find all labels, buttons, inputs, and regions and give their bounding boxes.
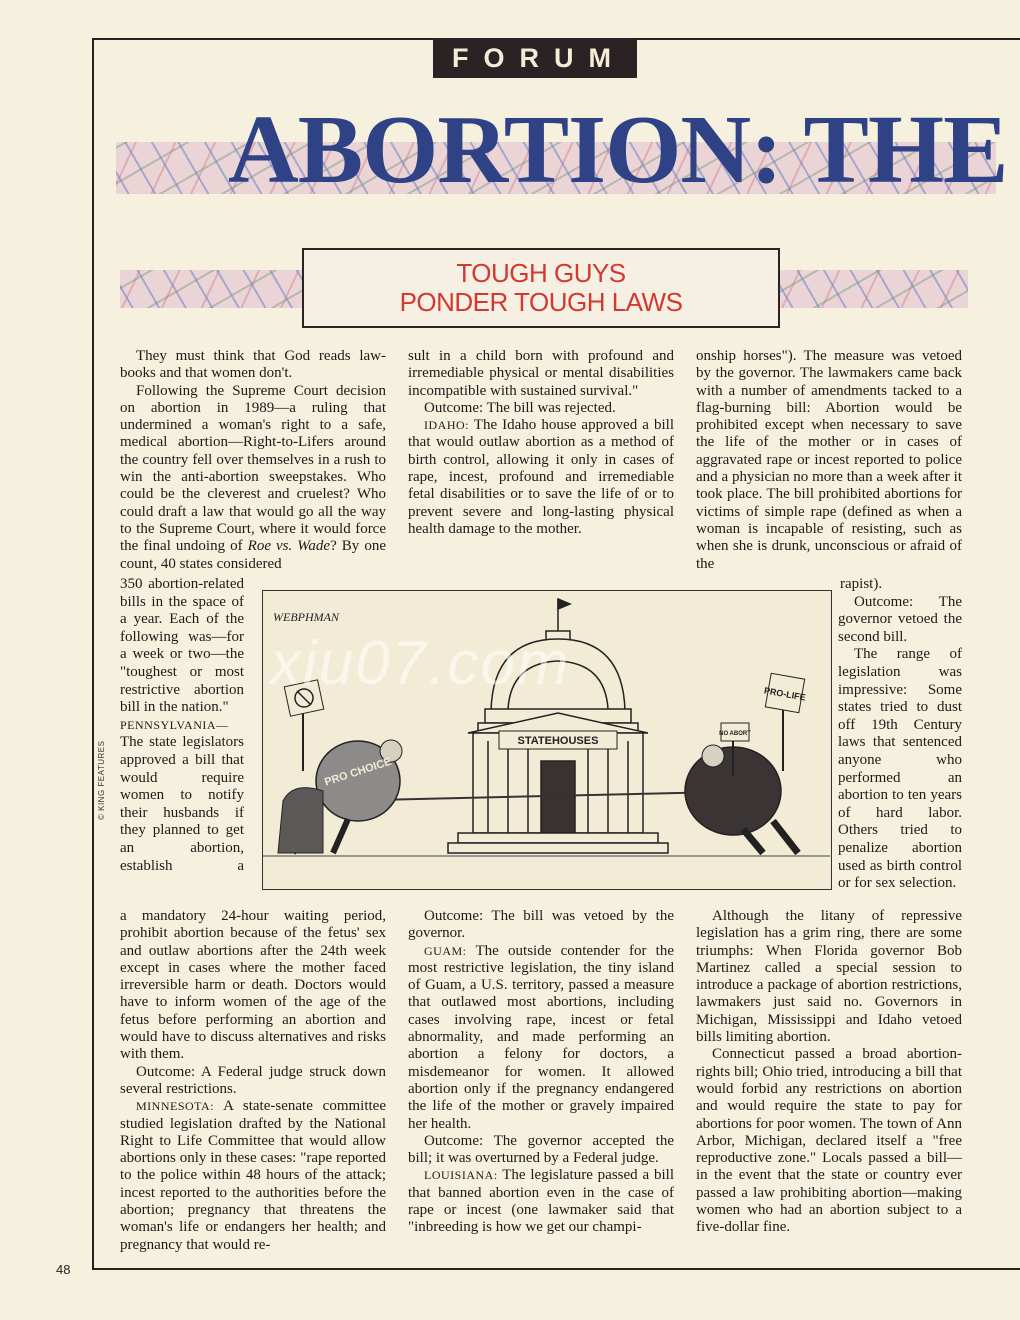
cartoon-drawing [263, 591, 830, 888]
paragraph-continued: a mandatory 24-hour waiting period, prohibit abortion because of the fetus' sex and outlaw abortions after the 24th week except in cases where the mother faced irreversible harm or death. Doctors would have to inform women of the age of the fetus before performing an abortion and would have to discuss alternatives and risks with them. [120, 908, 386, 1063]
paragraph: Outcome: A Federal judge struck down several restrictions. [120, 1063, 386, 1097]
paragraph: Outcome: The bill was vetoed by the governor. [408, 908, 674, 942]
cartoon-signature: WEBPHMAN [273, 610, 339, 624]
left-shirt-label: PRO CHOICE [323, 755, 394, 789]
state-name-minnesota: MINNESOTA: [136, 1099, 215, 1114]
editorial-cartoon [262, 590, 832, 890]
paragraph: Outcome: The bill was rejected. [424, 399, 616, 416]
paragraph [120, 383, 386, 573]
column-2-top [408, 348, 674, 538]
text-span: The outside contender for the most restrictive legislation, the tiny island of Guam, a U.S. territory, passed a measure that outlawed most abortions, including cases involving rape, incest or fetal abnormality, and made performing an abortion a felony for doctors, a misdemeanor for women. It allowed abortion only if the pregnancy endangered the life of the mother or gravely impaired her health. [408, 942, 674, 1132]
paragraph: sult in a child born with profound and irremediable physical or mental disabilities incompatible with sustained survival." [408, 348, 674, 399]
text-span: A state-senate committee studied legislation drafted by the National Right to Life Committee that would allow abortions only in these cases: "rape reported to the police within 48 hours of the attack; incest reported to the authorities before the abortion; pregnancy that threatens the woman's life or endangers her health; and pregnancy that would re- [120, 1098, 386, 1253]
text-span: The state legislators approved a bill that would require women to notify their husbands if they planned to get an abortion, establish a [120, 734, 244, 874]
column-3-top [696, 348, 962, 573]
paragraph [408, 417, 674, 538]
headline: ABORTION: THE [228, 96, 1008, 204]
paragraph: Connecticut passed a broad abortion-rights bill; Ohio tried, introducing a bill that would forbid any restrictions on abortion and would require the state to pay for abortions for poor women. The town of Ann Arbor, Michigan, declared itself a "free reproductive zone." Locals passed a bill—in the event that the state or country ever passed a law prohibiting abortion—making women who had an abortion subject to a five-dollar fine. [696, 1046, 962, 1236]
column-1-top [120, 348, 386, 573]
column-2-bottom [408, 908, 674, 1237]
right-small-sign-label: NO ABORT [719, 731, 751, 737]
text-span: Following the Supreme Court decision on abortion in 1989—a ruling that undermined a woman's right to a safe, medical abortion—Right-to-Lifers around the country fell over themselves in a rush to win the anti-abortion sweepstakes. Who could be the cleverest and cruelest? Who could draft a law that would go all the way to the Supreme Court, where it would force the final undoing of [120, 382, 386, 555]
paragraph: They must think that God reads law-books and that women don't. [120, 348, 386, 382]
watermark: xiu07.com [270, 629, 571, 698]
decorative-pattern-right [780, 270, 968, 308]
page-number: 48 [56, 1262, 71, 1277]
text-span: The Idaho house approved a bill that would outlaw abortion as a method of birth control, allowing it only in cases of rape, incest, profound and irremediable fetal disabilities or to save the life of or to prevent severe and long-lasting physical health damage to the mother. [408, 417, 674, 537]
paragraph: The range of legislation was impressive: Some states tried to dust off 19th Century laws that sentenced anyone who performed an abortion to ten years of hard labor. Others tried to penalize abortion used as birth control or for sex selection. [838, 646, 962, 892]
section-label: FORUM [433, 38, 637, 78]
state-name-idaho: IDAHO: [424, 418, 469, 433]
subhead-line-2: PONDER TOUGH LAWS [399, 287, 683, 317]
statehouse-label: STATEHOUSES [517, 735, 599, 747]
right-sign-label: PRO-LIFE [763, 685, 807, 703]
paragraph: Although the litany of repressive legislation has a grim ring, there are some triumphs: When Florida governor Bob Martinez called a special session to introduce a package of abortion restrictions, lawmakers just said no. Governors in Michigan, Mississippi and Idaho vetoed bills limiting abortion. [696, 908, 962, 1046]
paragraph [408, 943, 674, 1133]
subhead-line-1: TOUGH GUYS [456, 258, 626, 288]
text-span: The legislature passed a bill that banned abortion even in the case of rape or incest (one lawmaker said that "inbreeding is how we get our champi- [408, 1167, 674, 1236]
paragraph: onship horses"). The measure was vetoed by the governor. The lawmakers came back with a number of amendments tacked to a flag-burning bill: Abortion would be prohibited except when necessary to save the life of the mother or in cases of aggravated rape or incest reported to police and a physician no more than a week after it took place. The bill prohibited abortions for victims of simple rape (defined as when a woman is incapable of resisting, such as when she is drunk, unconscious or afraid of the [696, 348, 962, 572]
photo-credit: © KING FEATURES [97, 740, 106, 820]
pro-life-figure [685, 673, 805, 853]
state-heading [120, 717, 244, 735]
bottom-rule [92, 1268, 1020, 1270]
column-1-narrow [120, 576, 244, 874]
case-name: Roe vs. Wade [247, 538, 331, 555]
paragraph: Outcome: The governor vetoed the second bill. [838, 593, 962, 645]
paragraph: rapist). [840, 576, 883, 592]
column-1-bottom [120, 908, 386, 1254]
column-3-narrow [838, 576, 962, 893]
paragraph-clip [120, 734, 244, 874]
decorative-pattern-left [120, 270, 302, 308]
paragraph [120, 1098, 386, 1254]
paragraph: Outcome: The governor accepted the bill; it was overturned by a Federal judge. [408, 1132, 674, 1167]
left-rule [92, 38, 94, 1270]
state-name-pennsylvania: PENNSYLVANIA— [120, 717, 229, 732]
subhead-box [302, 248, 780, 328]
text-span: ? By one count, 40 states considered [120, 538, 386, 572]
state-name-guam: GUAM: [424, 943, 467, 958]
paragraph [408, 1167, 674, 1236]
paragraph: 350 abortion-related bills in the space of a year. Each of the following was—for a week or two—the "toughest or most restrictive abortion bill in the nation." [120, 576, 244, 716]
column-3-bottom [696, 908, 962, 1237]
statehouse-building [448, 599, 668, 853]
state-name-louisiana: LOUISIANA: [424, 1168, 498, 1183]
